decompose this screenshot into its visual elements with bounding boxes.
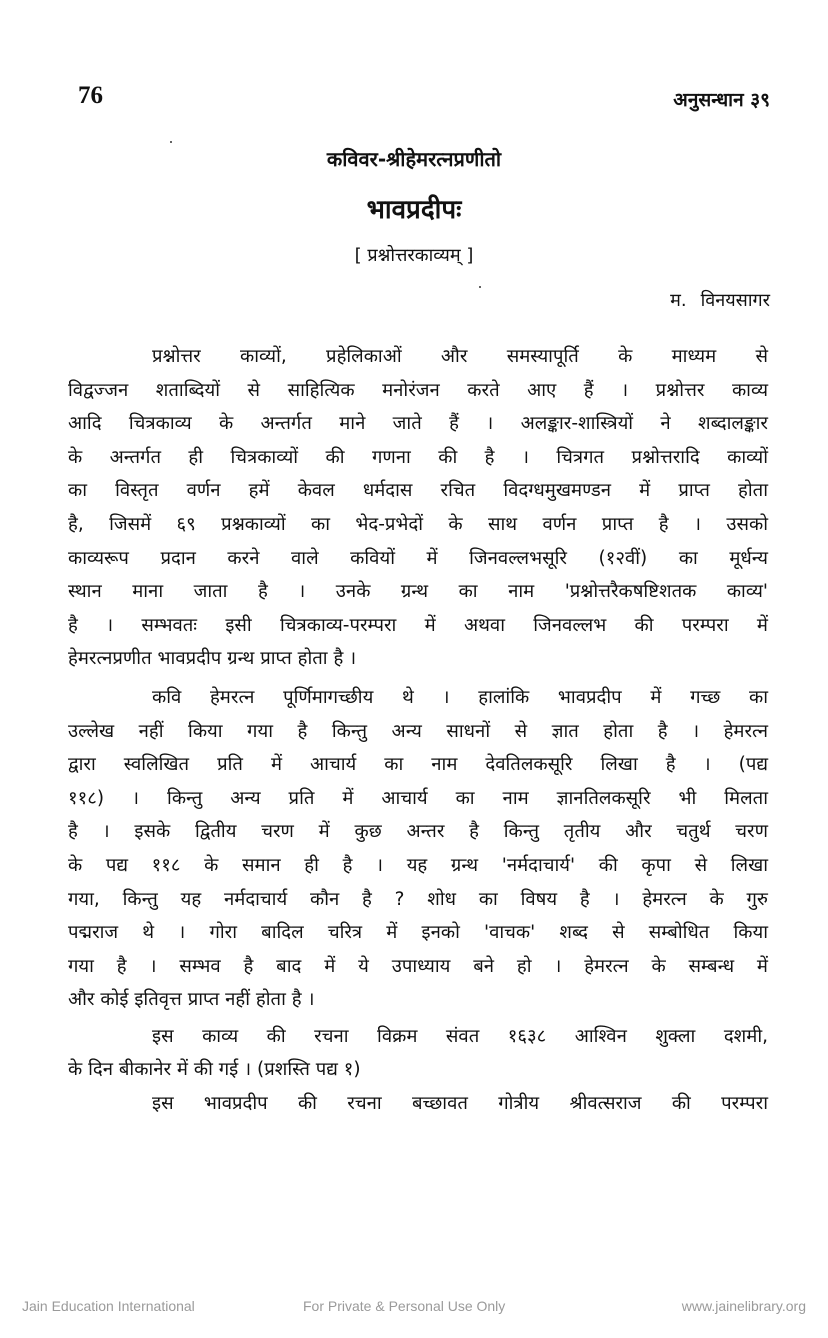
author-name: विनयसागर bbox=[700, 290, 770, 311]
paragraph bbox=[68, 1020, 768, 1087]
article-subtitle: [ प्रश्नोत्तरकाव्यम् ] bbox=[354, 245, 474, 266]
text-line: का विस्तृत वर्णन हमें केवल धर्मदास रचित विदग्धमुखमण्डन में प्राप्त होता bbox=[68, 480, 768, 502]
text-line: के पद्य ११८ के समान ही है । यह ग्रन्थ 'नर्मदाचार्य' की कृपा से लिखा bbox=[68, 854, 768, 876]
text-line: है, जिसमें ६९ प्रश्नकाव्यों का भेद-प्रभेदों के साथ वर्णन प्राप्त है । उसको bbox=[68, 513, 768, 535]
text-line: ११८) । किन्तु अन्य प्रति में आचार्य का नाम ज्ञानतिलकसूरि भी मिलता bbox=[68, 787, 768, 809]
text-line: और कोई इतिवृत्त प्राप्त नहीं होता है । bbox=[68, 989, 315, 1011]
text-line: प्रश्नोत्तर काव्यों, प्रहेलिकाओं और समस्यापूर्ति के माध्यम से bbox=[152, 346, 768, 367]
article-title: भावप्रदीपः bbox=[366, 195, 462, 225]
text-line: है । इसके द्वितीय चरण में कुछ अन्तर है किन्तु तृतीय और चतुर्थ चरण bbox=[68, 821, 768, 843]
text-line: गया है । सम्भव है बाद में ये उपाध्याय बने हो । हेमरत्न के सम्बन्ध में bbox=[68, 955, 768, 977]
text-line: स्थान माना जाता है । उनके ग्रन्थ का नाम 'प्रश्नोत्तरैकषष्टिशतक काव्य' bbox=[68, 581, 768, 603]
article-kicker: कविवर-श्रीहेमरत्नप्रणीतो bbox=[326, 147, 502, 171]
footer-usage-notice: For Private & Personal Use Only bbox=[303, 1298, 506, 1314]
footer-publisher: Jain Education International bbox=[22, 1298, 195, 1314]
text-line: के दिन बीकानेर में की गई । (प्रशस्ति पद्य १) bbox=[68, 1059, 361, 1081]
text-line: इस भावप्रदीप की रचना बच्छावत गोत्रीय श्रीवत्सराज की परम्परा bbox=[152, 1093, 768, 1115]
text-line: के अन्तर्गत ही चित्रकाव्यों की गणना की है । चित्रगत प्रश्नोत्तरादि काव्यों bbox=[68, 446, 768, 468]
text-line: द्वारा स्वलिखित प्रति में आचार्य का नाम देवतिलकसूरि लिखा है । (पद्य bbox=[68, 754, 768, 776]
text-line: पद्मराज थे । गोरा बादिल चरित्र में इनको 'वाचक' शब्द से सम्बोधित किया bbox=[68, 922, 768, 944]
body-text bbox=[68, 340, 768, 1121]
text-line: गया, किन्तु यह नर्मदाचार्य कौन है ? शोध का विषय है । हेमरत्न के गुरु bbox=[68, 888, 768, 910]
paragraph bbox=[68, 1087, 768, 1121]
text-line: काव्यरूप प्रदान करने वाले कवियों में जिनवल्लभसूरि (१२वीं) का मूर्धन्य bbox=[68, 547, 768, 569]
stray-dot bbox=[170, 141, 172, 143]
text-line: इस काव्य की रचना विक्रम संवत १६३८ आश्विन शुक्ला दशमी, bbox=[152, 1025, 768, 1047]
stray-dot bbox=[479, 286, 481, 288]
page-number: 76 bbox=[78, 82, 103, 109]
text-line: हेमरत्नप्रणीत भावप्रदीप ग्रन्थ प्राप्त होता है । bbox=[68, 648, 357, 670]
text-line: उल्लेख नहीं किया गया है किन्तु अन्य साधनों से ज्ञात होता है । हेमरत्न bbox=[68, 720, 768, 742]
paragraph bbox=[68, 681, 768, 1017]
running-head: अनुसन्धान ३९ bbox=[673, 89, 770, 111]
text-line: कवि हेमरत्न पूर्णिमागच्छीय थे । हालांकि भावप्रदीप में गच्छ का bbox=[152, 686, 768, 708]
paragraph bbox=[68, 340, 768, 676]
author-line bbox=[670, 288, 770, 312]
author-initial: म. bbox=[670, 290, 687, 311]
text-line: आदि चित्रकाव्य के अन्तर्गत माने जाते हैं । अलङ्कार-शास्त्रियों ने शब्दालङ्कार bbox=[68, 413, 768, 435]
text-line: विद्वज्जन शताब्दियों से साहित्यिक मनोरंजन करते आए हैं । प्रश्नोत्तर काव्य bbox=[68, 379, 768, 401]
footer-website-link[interactable]: www.jainelibrary.org bbox=[681, 1298, 806, 1314]
text-line: है । सम्भवतः इसी चित्रकाव्य-परम्परा में अथवा जिनवल्लभ की परम्परा में bbox=[68, 614, 768, 636]
